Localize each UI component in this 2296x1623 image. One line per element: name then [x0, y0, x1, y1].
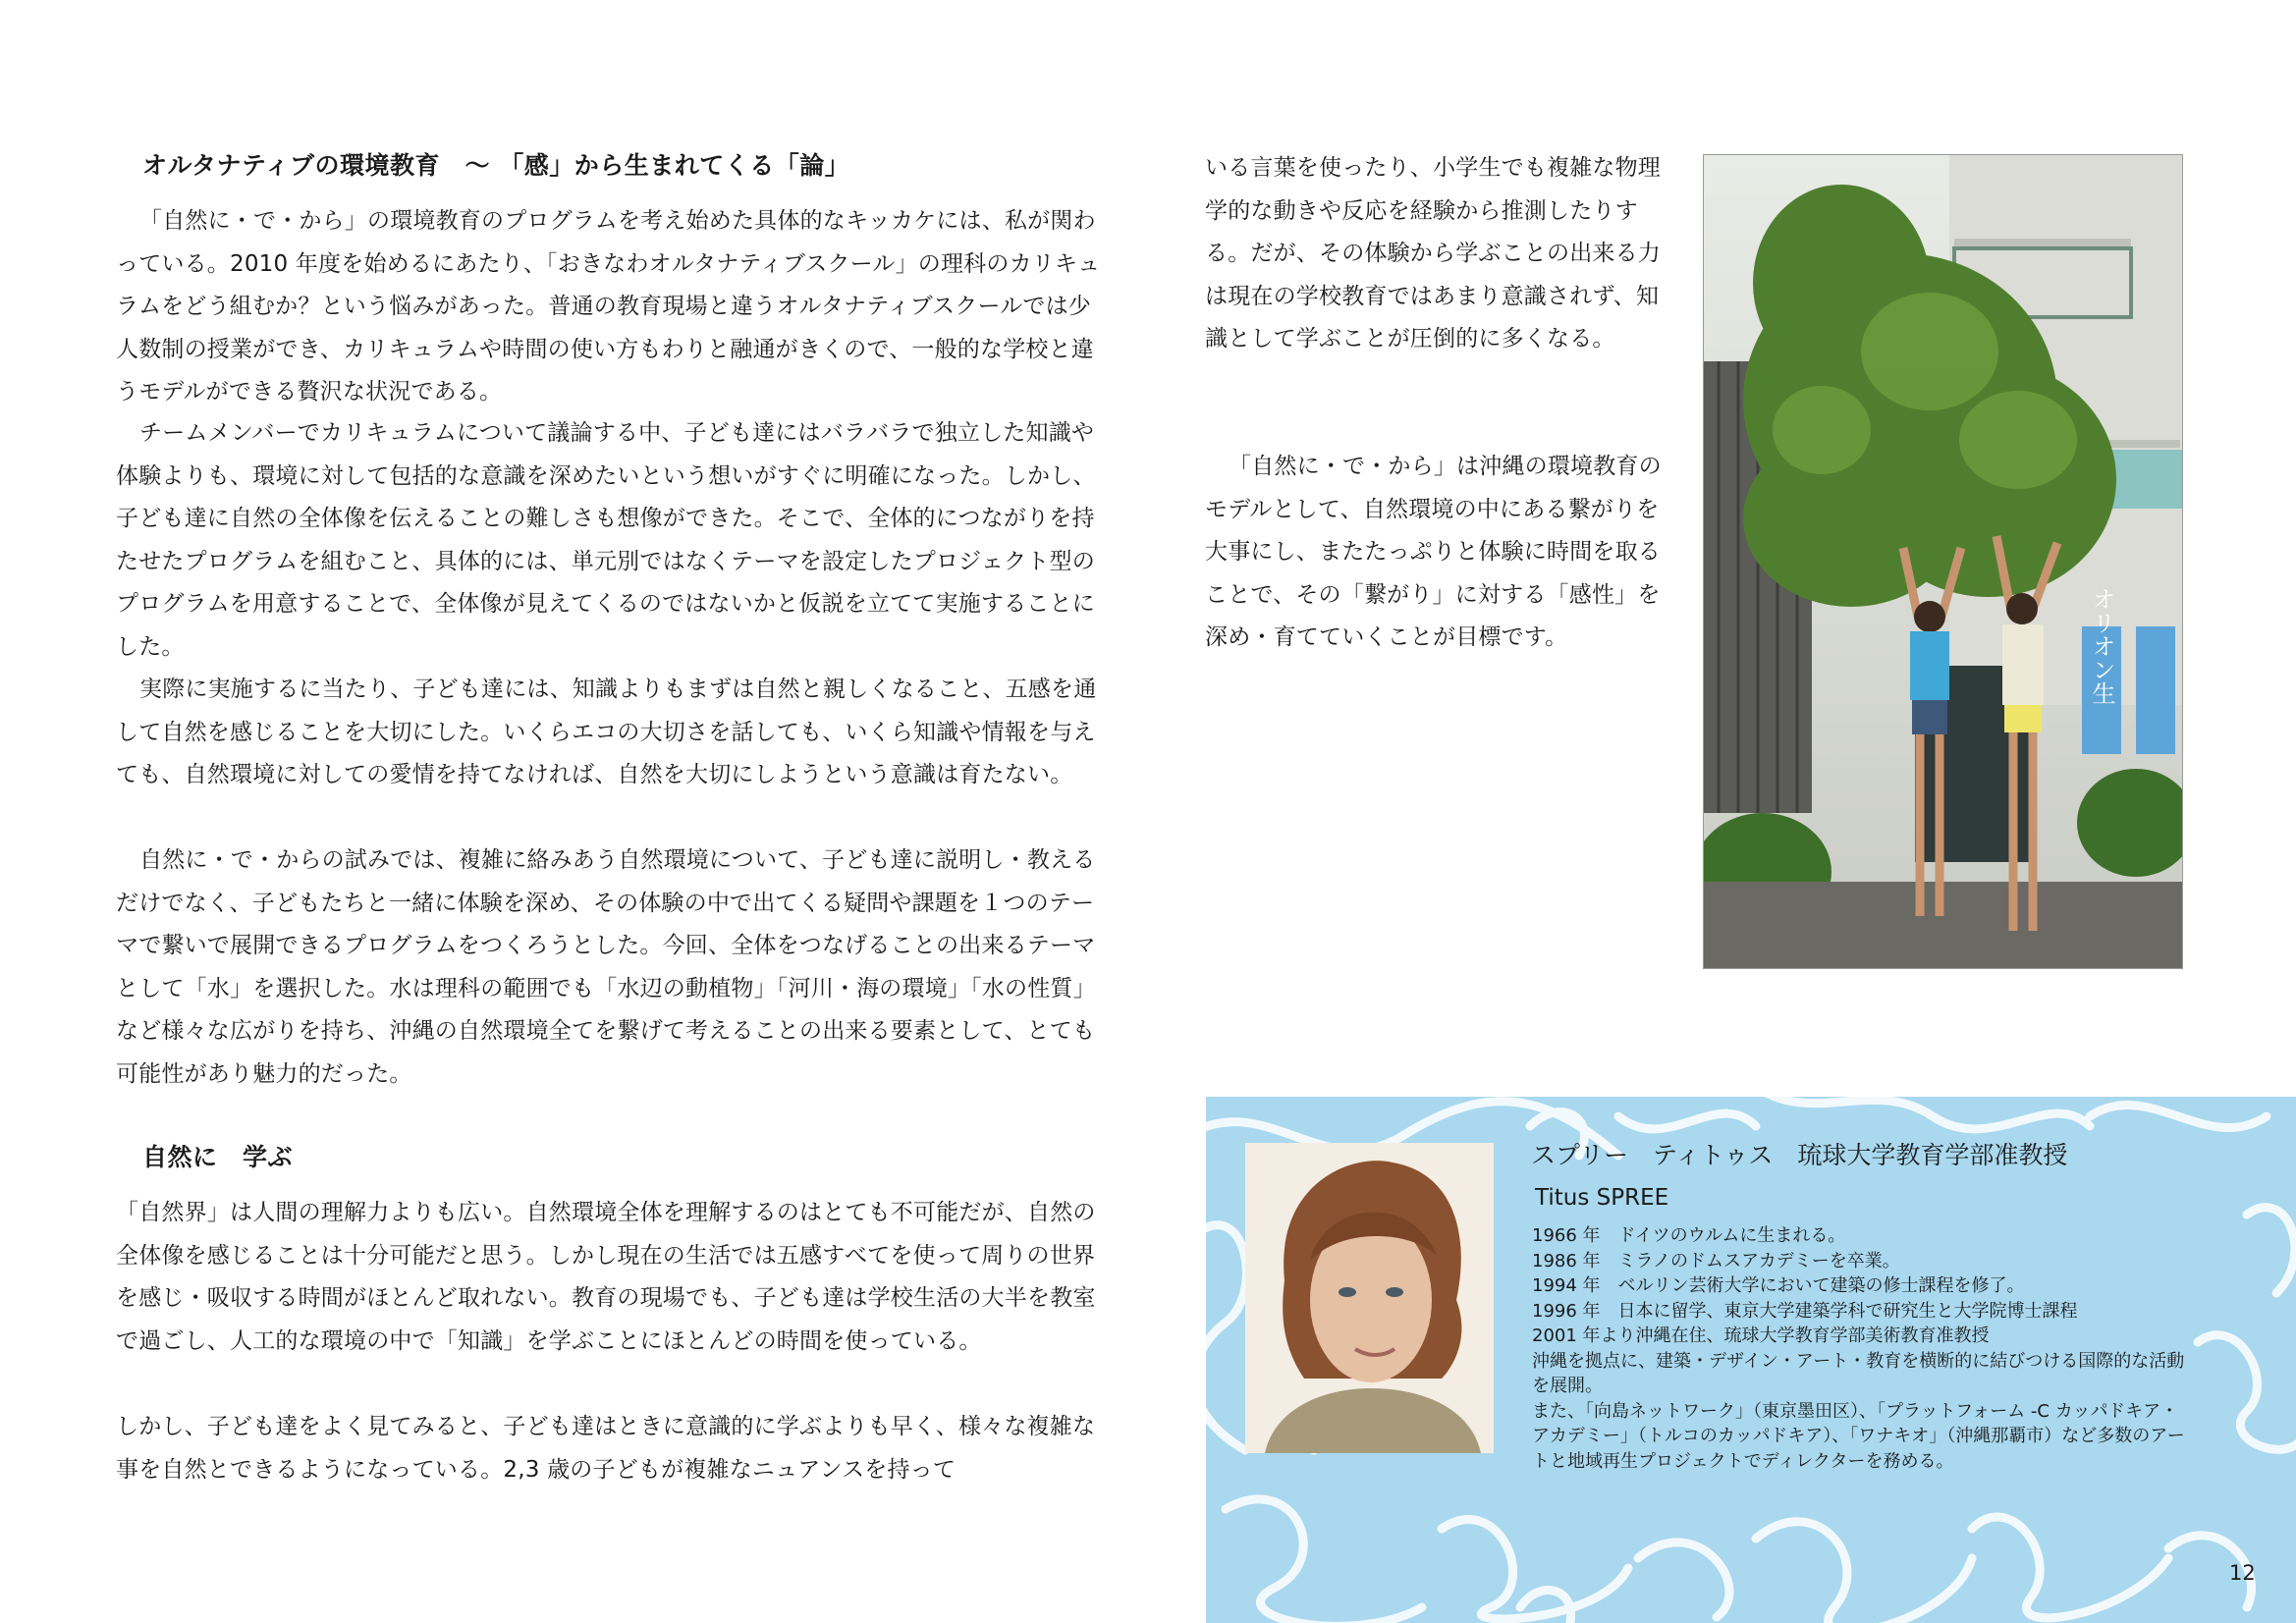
bio-line: 1996 年 日本に留学、東京大学建築学科で研究生と大学院博士課程 [1532, 1300, 2078, 1322]
bio-line: 1966 年 ドイツのウルムに生まれる。 [1532, 1225, 1846, 1246]
bio-line: また、「向島ネットワーク」（東京墨田区）、「プラットフォーム -C カッパドキア・アカデミー」（トルコのカッパドキア）、「ワナキオ」（沖縄那覇市）など多数のアートと地域再生プロジェクトでディレクターを務める。 [1532, 1400, 2185, 1472]
paragraph-1: 「自然に・で・から」の環境教育のプログラムを考え始めた具体的なキッカケには、私が関わっている。2010 年度を始めるにあたり、「おきなわオルタナティブスクール」の理科のカリキュラムをどう組むか？という悩みがあった。普通の教育現場と違うオルタナティブスクールでは少人数制の授業ができ、カリキュラムや時間の使い方もわりと融通がきくので、一般的な学校と違うモデルができる贅沢な状況である。 [116, 208, 1101, 405]
bio-line: 1994 年 ベルリン芸術大学において建築の修士課程を修了。 [1532, 1275, 2025, 1296]
section-heading-learn: 自然に 学ぶ [142, 1143, 294, 1171]
paragraph-5: 「自然界」は人間の理解力よりも広い。自然環境全体を理解するのはとても不可能だが、自然の全体像を感じることは十分可能だと思う。しかし現在の生活では五感すべてを使って周りの世界を感じ・吸収する時間がほとんど取れない。教育の現場でも、子ども達は学校生活の大半を教室で過ごし、人工的な環境の中で「知識」を学ぶことにほとんどの時間を使っている。 [116, 1200, 1096, 1354]
section-heading-alternative: オルタナティブの環境教育 ～ 「感」から生まれてくる「論」 [142, 151, 850, 180]
bio-line: 1986 年 ミラノのドムスアカデミーを卒業。 [1532, 1250, 1900, 1271]
bio-name: スプリー ティトゥス 琉球大学教育学部准教授 [1531, 1141, 2068, 1169]
paragraph-4: 自然に・で・からの試みでは、複雑に絡みあう自然環境について、子ども達に説明し・教えるだけでなく、子どもたちと一緒に体験を深め、その体験の中で出てくる疑問や課題を１つのテーマで繋いで展開できるプログラムをつくろうとした。今回、全体をつなげることの出来るテーマとして「水」を選択した。水は理科の範囲でも「水辺の動植物」「河川・海の環境」「水の性質」など様々な広がりを持ち、沖縄の自然環境全てを繋げて考えることの出来る要素として、とても可能性があり魅力的だった。 [116, 847, 1096, 1087]
portrait-photo [1245, 1143, 1494, 1453]
paragraph-mid-1: いる言葉を使ったり、小学生でも複雑な物理学的な動きや反応を経験から推測したりする。だが、その体験から学ぶことの出来る力は現在の学校教育ではあまり意識されず、知識として学ぶことが圧倒的に多くなる。 [1205, 155, 1661, 352]
portrait-illustration [1245, 1143, 1494, 1453]
paragraph-6: しかし、子ども達をよく見てみると、子ども達はときに意識的に学ぶよりも早く、様々な複雑な事を自然とできるようになっている。2,3 歳の子どもが複雑なニュアンスを持って [116, 1414, 1096, 1483]
paragraph-mid-2: 「自然に・で・から」は沖縄の環境教育のモデルとして、自然環境の中にある繋がりを大事にし、またたっぷりと体験に時間を取ることで、その「繋がり」に対する「感性」を深め・育てていくことが目標です。 [1205, 454, 1662, 650]
paragraph-3: 実際に実施するに当たり、子ども達には、知識よりもまずは自然と親しくなること、五感を通して自然を感じることを大切にした。いくらエコの大切さを話しても、いくら知識や情報を与えても、自然環境に対しての愛情を持てなければ、自然を大切にしようという意識は育たない。 [116, 676, 1097, 787]
bio-name-english: Titus SPREE [1535, 1185, 1669, 1211]
page-number: 12 [2229, 1561, 2256, 1585]
bio-line: 沖縄を拠点に、建築・デザイン・アート・教育を横断的に結びつける国際的な活動を展開。 [1532, 1350, 2185, 1396]
paragraph-2: チームメンバーでカリキュラムについて議論する中、子ども達にはバラバラで独立した知識や体験よりも、環境に対して包括的な意識を深めたいという想いがすぐに明確になった。しかし、子ども達に自然の全体像を伝えることの難しさも想像ができた。そこで、全体的につながりを持たせたプログラムを組むこと、具体的には、単元別ではなくテーマを設定したプロジェクト型のプログラムを用意することで、全体像が見えてくるのではないかと仮説を立てて実施することにした。 [116, 420, 1096, 660]
bio-line: 2001 年より沖縄在住、琉球大学教育学部美術教育准教授 [1532, 1325, 1990, 1346]
children-tree-photo [1703, 154, 2183, 969]
bio-list [1532, 1223, 2190, 1474]
sign-text: オリオン生 [2088, 587, 2115, 705]
children-tree-illustration [1704, 155, 2182, 968]
